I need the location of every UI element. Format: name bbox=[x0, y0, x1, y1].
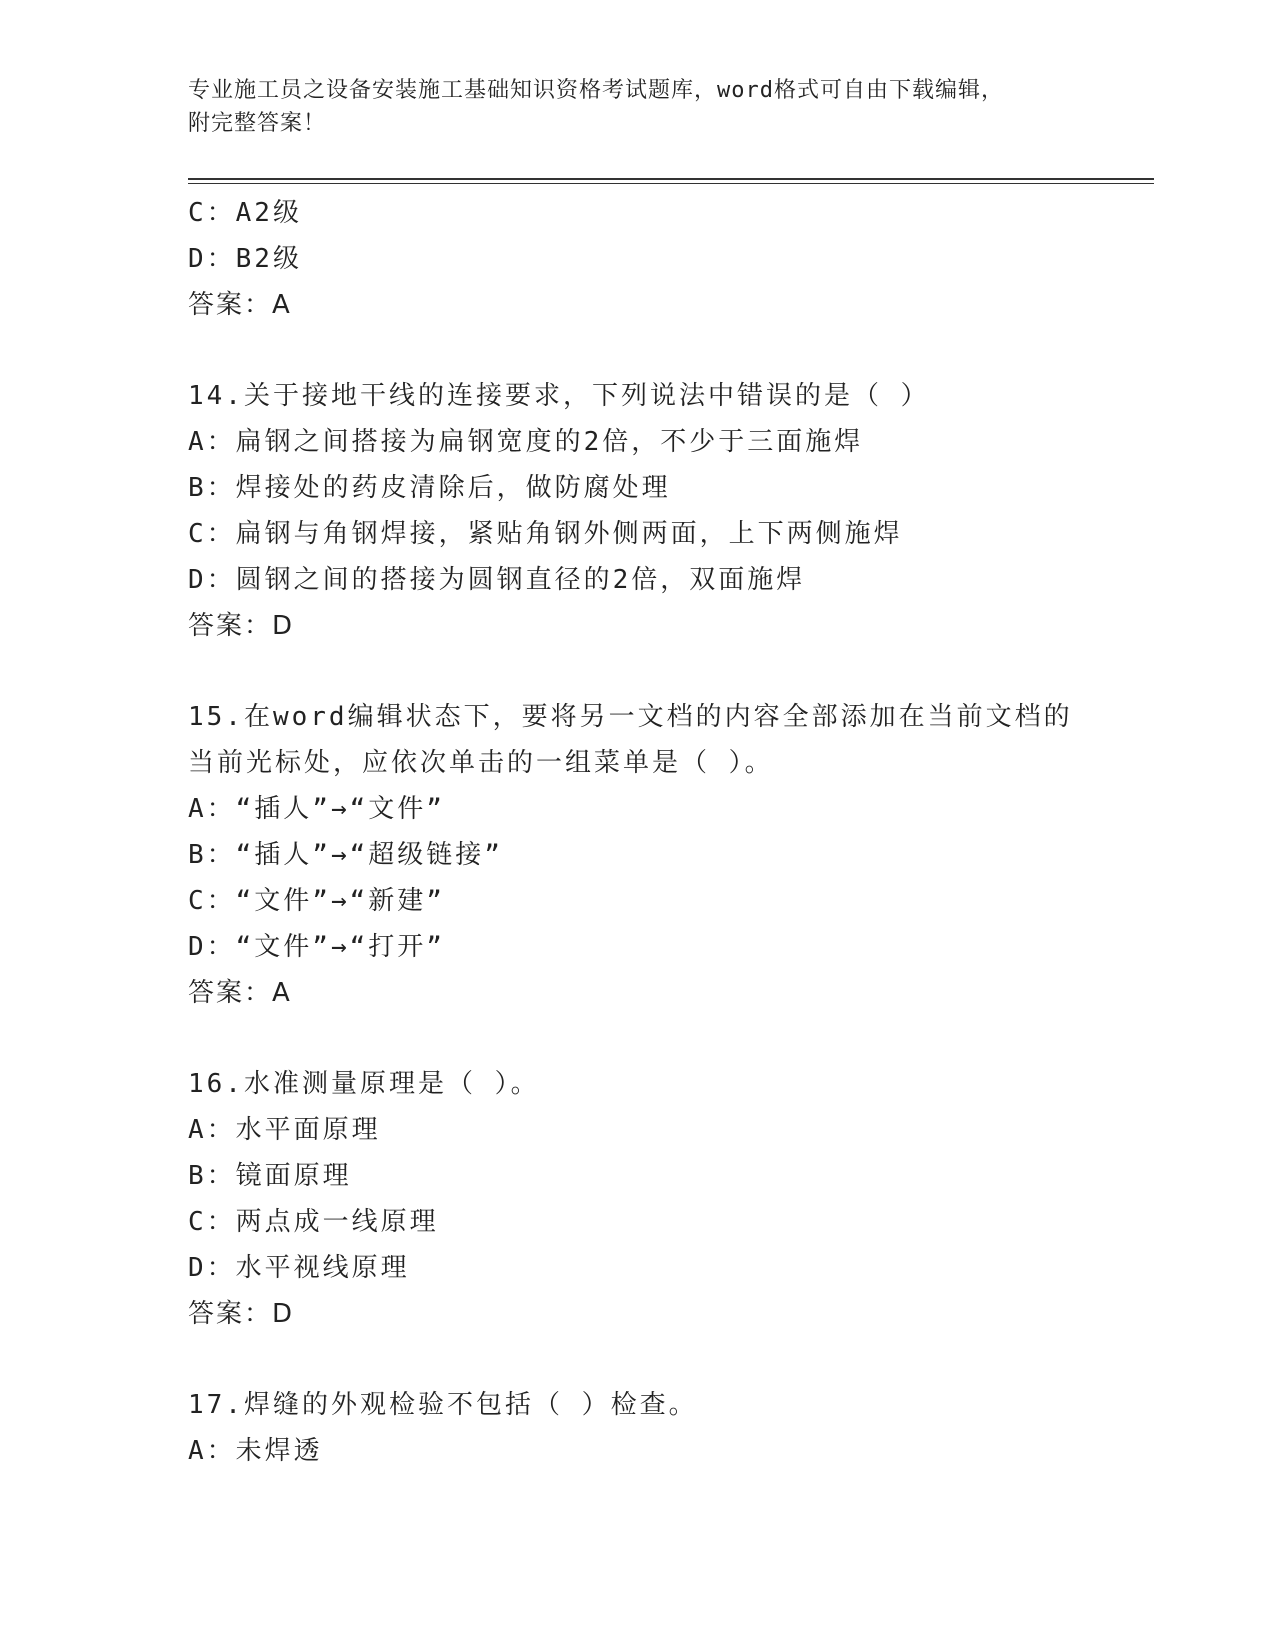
option-a: A：扁钢之间搭接为扁钢宽度的2倍，不少于三面施焊 bbox=[188, 427, 864, 457]
header-line-1: 专业施工员之设备安装施工基础知识资格考试题库，word格式可自由下载编辑， bbox=[188, 78, 1004, 103]
question-stem: 17.焊缝的外观检验不包括（ ）检查。 bbox=[188, 1390, 698, 1420]
question-stem-line-1: 15.在word编辑状态下，要将另一文档的内容全部添加在当前文档的 bbox=[188, 702, 1073, 732]
option-c: C：A2级 bbox=[188, 198, 302, 228]
option-d: D：圆钢之间的搭接为圆钢直径的2倍，双面施焊 bbox=[188, 565, 806, 595]
option-a: A：未焊透 bbox=[188, 1436, 323, 1466]
option-b: B：“插人”→“超级链接” bbox=[188, 840, 503, 870]
question-list bbox=[188, 190, 1154, 1474]
spacer bbox=[188, 1016, 1154, 1061]
header-line-2: 附完整答案！ bbox=[188, 111, 327, 136]
option-c: C：“文件”→“新建” bbox=[188, 886, 445, 916]
question-14 bbox=[188, 373, 1154, 649]
option-b: B：镜面原理 bbox=[188, 1161, 352, 1191]
answer: 答案：D bbox=[188, 611, 295, 641]
answer: 答案：A bbox=[188, 978, 292, 1008]
option-d: D：“文件”→“打开” bbox=[188, 932, 445, 962]
option-d: D：水平视线原理 bbox=[188, 1253, 410, 1283]
answer: 答案：A bbox=[188, 290, 292, 320]
option-a: A：“插人”→“文件” bbox=[188, 794, 445, 824]
spacer bbox=[188, 1337, 1154, 1382]
answer: 答案：D bbox=[188, 1299, 295, 1329]
question-15 bbox=[188, 694, 1154, 1016]
question-stem: 14.关于接地干线的连接要求，下列说法中错误的是（ ） bbox=[188, 381, 930, 411]
question-stem: 16.水准测量原理是（ ）。 bbox=[188, 1069, 540, 1099]
option-c: C：两点成一线原理 bbox=[188, 1207, 439, 1237]
question-16 bbox=[188, 1061, 1154, 1337]
option-b: B：焊接处的药皮清除后，做防腐处理 bbox=[188, 473, 671, 503]
option-a: A：水平面原理 bbox=[188, 1115, 381, 1145]
page-header bbox=[188, 74, 1068, 140]
option-d: D：B2级 bbox=[188, 244, 302, 274]
header-divider bbox=[188, 178, 1154, 184]
spacer bbox=[188, 649, 1154, 694]
spacer bbox=[188, 328, 1154, 373]
question-stem-line-2: 当前光标处，应依次单击的一组菜单是（ ）。 bbox=[188, 748, 774, 778]
question-17 bbox=[188, 1382, 1154, 1474]
option-c: C：扁钢与角钢焊接，紧贴角钢外侧两面，上下两侧施焊 bbox=[188, 519, 903, 549]
question-13-tail bbox=[188, 190, 1154, 328]
